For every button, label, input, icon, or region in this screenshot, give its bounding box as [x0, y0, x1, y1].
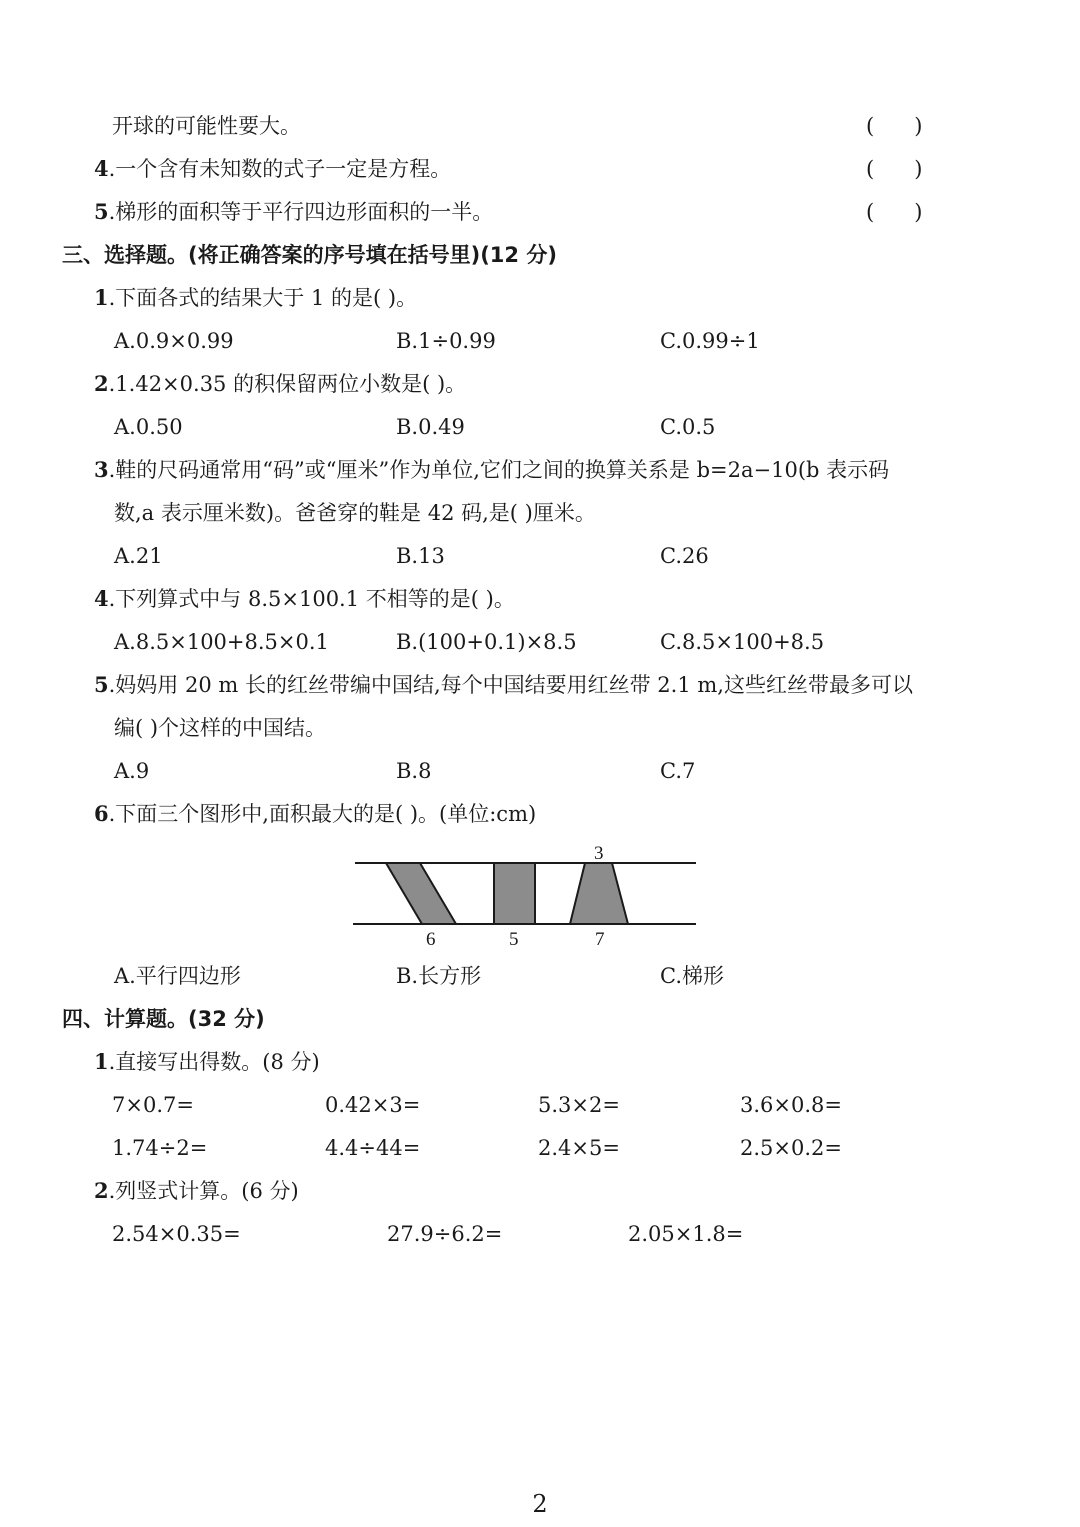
question-text: .直接写出得数。(8 分)	[108, 1050, 320, 1074]
option-a[interactable]: A.8.5×100+8.5×0.1	[114, 630, 329, 654]
question-number: 5	[94, 672, 109, 697]
shapes-figure	[340, 838, 720, 958]
option-c[interactable]: C.7	[660, 759, 696, 783]
trapezoid-base-label: 7	[595, 929, 605, 950]
option-c[interactable]: C.0.99÷1	[660, 329, 760, 353]
section-header-choice: 三、选择题。(将正确答案的序号填在括号里)(12 分)	[62, 243, 557, 267]
section-header-calc: 四、计算题。(32 分)	[62, 1007, 265, 1031]
answer-paren[interactable]: ( )	[866, 114, 923, 138]
choice-question-3	[94, 456, 889, 484]
parallelogram-base-label: 6	[426, 929, 436, 950]
oral-calc-item: 0.42×3=	[325, 1093, 421, 1117]
question-text: .下列算式中与 8.5×100.1 不相等的是( )。	[108, 587, 515, 611]
question-text: .下面各式的结果大于 1 的是( )。	[108, 286, 418, 310]
question-text: .下面三个图形中,面积最大的是( )。(单位:cm)	[108, 802, 537, 826]
oral-calc-item: 2.5×0.2=	[740, 1136, 842, 1160]
trapezoid-shape	[570, 863, 628, 924]
question-number: 6	[94, 801, 109, 826]
oral-calc-item: 5.3×2=	[538, 1093, 620, 1117]
option-b[interactable]: B.(100+0.1)×8.5	[396, 630, 577, 654]
question-number: 4	[94, 586, 109, 611]
choice-question-3-line-2: 数,a 表示厘米数)。爸爸穿的鞋是 42 码,是( )厘米。	[114, 501, 596, 525]
question-number: 3	[94, 457, 109, 482]
oral-calc-item: 4.4÷44=	[325, 1136, 421, 1160]
vertical-calc-item: 27.9÷6.2=	[387, 1222, 503, 1246]
question-number: 4	[94, 156, 109, 181]
question-number: 1	[94, 1049, 109, 1074]
option-c[interactable]: C.梯形	[660, 964, 724, 988]
question-text: .1.42×0.35 的积保留两位小数是( )。	[108, 372, 467, 396]
option-b[interactable]: B.1÷0.99	[396, 329, 496, 353]
option-a[interactable]: A.0.50	[114, 415, 183, 439]
option-b[interactable]: B.0.49	[396, 415, 465, 439]
choice-question-2	[94, 370, 466, 398]
vertical-calc-item: 2.54×0.35=	[112, 1222, 241, 1246]
option-b[interactable]: B.13	[396, 544, 445, 568]
option-b[interactable]: B.8	[396, 759, 432, 783]
oral-calc-item: 2.4×5=	[538, 1136, 620, 1160]
judge-item-4	[94, 155, 451, 183]
option-b[interactable]: B.长方形	[396, 964, 482, 988]
question-number: 1	[94, 285, 109, 310]
vertical-calc-item: 2.05×1.8=	[628, 1222, 744, 1246]
choice-question-4	[94, 585, 515, 613]
question-text: .梯形的面积等于平行四边形面积的一半。	[108, 200, 494, 224]
question-text: .妈妈用 20 m 长的红丝带编中国结,每个中国结要用红丝带 2.1 m,这些红丝带最多可以	[108, 673, 913, 697]
calc-question-2	[94, 1177, 299, 1205]
rectangle-shape	[494, 863, 535, 924]
page-number: 2	[532, 1490, 548, 1518]
judge-item-5	[94, 198, 493, 226]
calc-question-1	[94, 1048, 320, 1076]
option-a[interactable]: A.平行四边形	[114, 964, 241, 988]
answer-paren[interactable]: ( )	[866, 200, 923, 224]
trapezoid-top-label: 3	[594, 843, 604, 864]
oral-calc-item: 7×0.7=	[112, 1093, 194, 1117]
oral-calc-item: 3.6×0.8=	[740, 1093, 842, 1117]
question-text: .鞋的尺码通常用“码”或“厘米”作为单位,它们之间的换算关系是 b=2a−10(b 表示码	[108, 458, 890, 482]
choice-question-6	[94, 800, 536, 828]
question-number: 5	[94, 199, 109, 224]
question-number: 2	[94, 371, 109, 396]
choice-question-1	[94, 284, 417, 312]
option-c[interactable]: C.26	[660, 544, 709, 568]
rectangle-base-label: 5	[509, 929, 519, 950]
option-a[interactable]: A.9	[114, 759, 150, 783]
question-text: .一个含有未知数的式子一定是方程。	[108, 157, 452, 181]
option-a[interactable]: A.0.9×0.99	[114, 329, 234, 353]
oral-calc-item: 1.74÷2=	[112, 1136, 208, 1160]
judge-item-text: 开球的可能性要大。	[112, 114, 301, 138]
question-text: .列竖式计算。(6 分)	[108, 1179, 299, 1203]
parallelogram-shape	[386, 863, 456, 924]
choice-question-5-line-2: 编( )个这样的中国结。	[114, 716, 327, 740]
option-c[interactable]: C.8.5×100+8.5	[660, 630, 825, 654]
answer-paren[interactable]: ( )	[866, 157, 923, 181]
question-number: 2	[94, 1178, 109, 1203]
choice-question-5	[94, 671, 913, 699]
option-c[interactable]: C.0.5	[660, 415, 716, 439]
judge-item-3-continued	[112, 112, 301, 140]
option-a[interactable]: A.21	[114, 544, 163, 568]
